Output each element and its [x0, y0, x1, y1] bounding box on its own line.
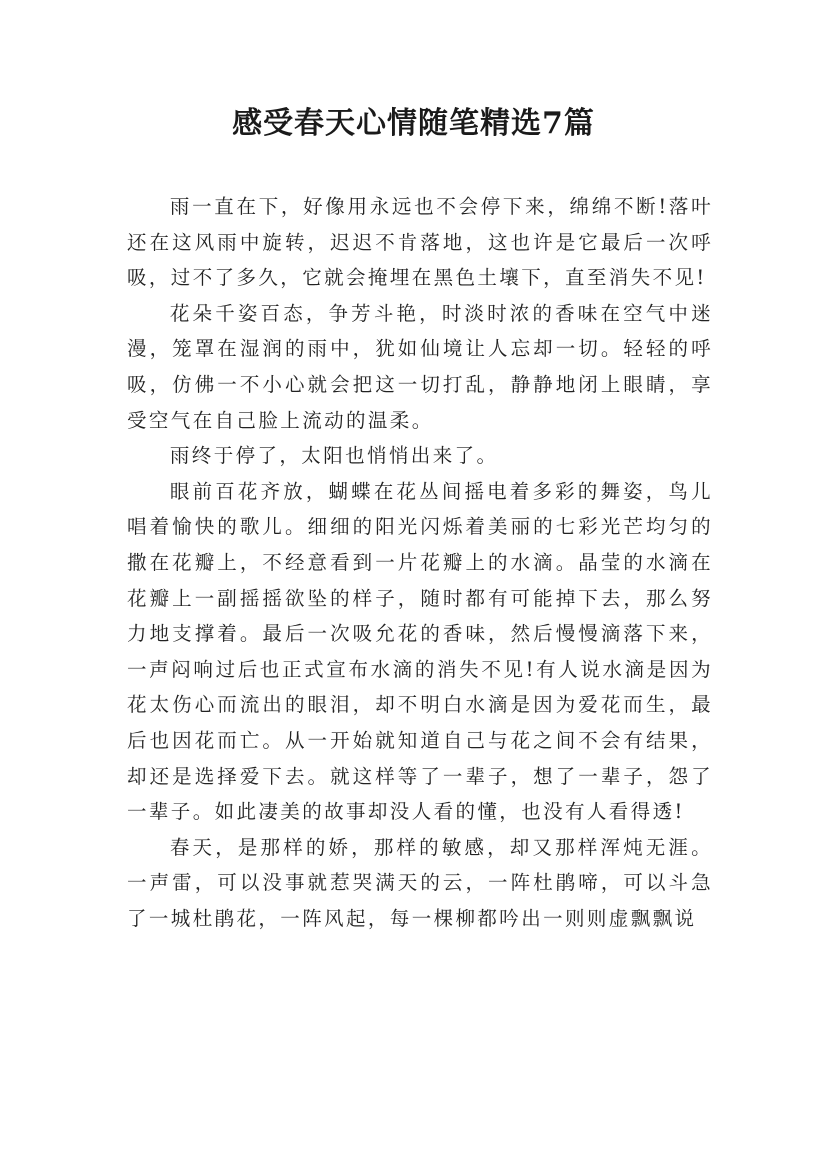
- paragraph: 雨终于停了，太阳也悄悄出来了。: [169, 444, 499, 468]
- paragraph: 眼前百花齐放，蝴蝶在花丛间摇电着多彩的舞姿，鸟儿唱着愉快的歌儿。细细的阳光闪烁着美丽的七彩光芒均匀的撒在花瓣上，不经意看到一片花瓣上的水滴。晶莹的水滴在花瓣上一副摇摇欲坠的样子，随时都有可能掉下去，那么努力地支撑着。最后一次吸允花的香味，然后慢慢滴落下来，一声闷响过后也正式宣布水滴的消失不见!有人说水滴是因为花太伤心而流出的眼泪，却不明白水滴是因为爱花而生，最后也因花而亡。从一开始就知道自己与花之间不会有结果，却还是选择爱下去。就这样等了一辈子，想了一辈子，怨了一辈子。如此凄美的故事却没人看的懂，也没有人看得透!: [127, 479, 713, 824]
- paragraph: 花朵千姿百态，争芳斗艳，时淡时浓的香味在空气中迷漫，笼罩在湿润的雨中，犹如仙境让人忘却一切。轻轻的呼吸，仿佛一不小心就会把这一切打乱，静静地闭上眼睛，享受空气在自己脸上流动的温柔。: [127, 301, 713, 432]
- paragraph: 春天，是那样的娇，那样的敏感，却又那样浑炖无涯。一声雷，可以没事就惹哭满天的云，一阵杜鹃啼，可以斗急了一城杜鹃花，一阵风起，每一棵柳都吟出一则则虚飘飘说: [127, 835, 713, 930]
- document-title: 感受春天心情随笔精选7篇: [232, 106, 595, 141]
- document-body: [127, 189, 713, 936]
- paragraph: 雨一直在下，好像用永远也不会停下来，绵绵不断!落叶还在这风雨中旋转，迟迟不肯落地，这也许是它最后一次呼吸，过不了多久，它就会掩埋在黑色土壤下，直至消失不见!: [127, 195, 713, 290]
